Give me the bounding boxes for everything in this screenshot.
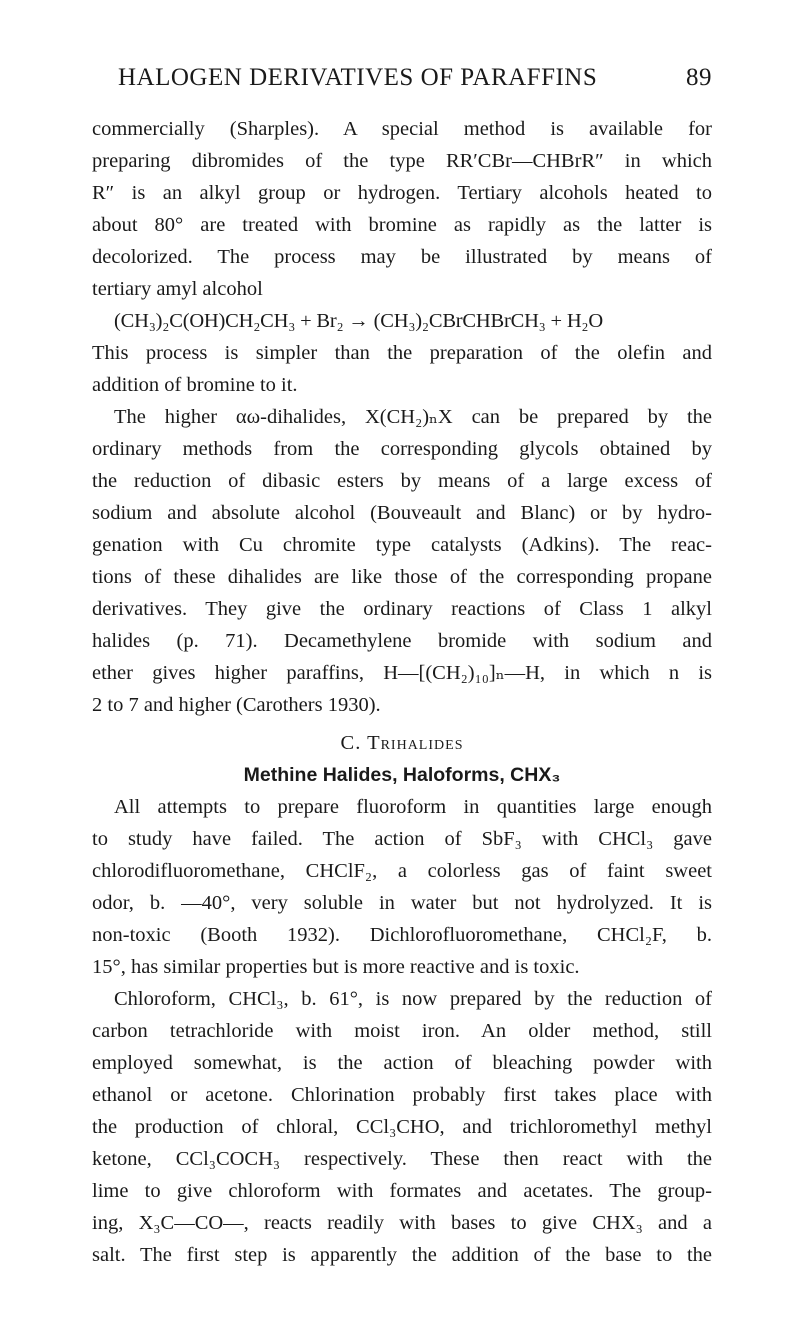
text-line: ethanol or acetone. Chlorination probably first takes place with	[92, 1084, 712, 1106]
text-line: This process is simpler than the preparation of the olefin and	[92, 342, 712, 364]
page-number: 89	[686, 64, 712, 91]
text-line: tertiary amyl alcohol	[92, 278, 263, 300]
text-line: Chloroform, CHCl₃, b. 61°, is now prepared by the reduction of	[114, 988, 712, 1010]
text-line: ing, X₃C—CO—, reacts readily with bases to give CHX₃ and a	[92, 1212, 712, 1234]
text-line: The higher αω-dihalides, X(CH₂)ₙX can be prepared by the	[114, 406, 712, 428]
text-line: tions of these dihalides are like those of the corresponding propane	[92, 566, 712, 588]
page-body	[92, 113, 712, 1271]
text-line: to study have failed. The action of SbF₃ with CHCl₃ gave	[92, 828, 712, 850]
text-line: halides (p. 71). Decamethylene bromide with sodium and	[92, 630, 712, 652]
text-line: ketone, CCl₃COCH₃ respectively. These then react with the	[92, 1148, 712, 1170]
text-line: the production of chloral, CCl₃CHO, and trichloromethyl methyl	[92, 1116, 712, 1138]
text-line: preparing dibromides of the type RR′CBr—CHBrR″ in which	[92, 150, 712, 172]
text-line: about 80° are treated with bromine as rapidly as the latter is	[92, 214, 712, 236]
text-line: commercially (Sharples). A special method is available for	[92, 118, 712, 140]
text-line: 15°, has similar properties but is more reactive and is toxic.	[92, 956, 580, 978]
text-line: addition of bromine to it.	[92, 374, 298, 396]
text-line: R″ is an alkyl group or hydrogen. Tertiary alcohols heated to	[92, 182, 712, 204]
text-line: derivatives. They give the ordinary reactions of Class 1 alkyl	[92, 598, 712, 620]
header-title: HALOGEN DERIVATIVES OF PARAFFINS	[118, 64, 598, 91]
text-line: lime to give chloroform with formates and acetates. The group-	[92, 1180, 712, 1202]
text-line: ether gives higher paraffins, H—[(CH₂)₁₀]ₙ—H, in which n is	[92, 662, 712, 684]
text-line: the reduction of dibasic esters by means of a large excess of	[92, 470, 712, 492]
text-line: odor, b. —40°, very soluble in water but not hydrolyzed. It is	[92, 892, 712, 914]
chemical-equation: (CH₃)₂C(OH)CH₂CH₃ + Br₂ → (CH₃)₂CBrCHBrCH₃ + H₂O	[114, 310, 603, 332]
section-heading: C. Trihalides	[340, 732, 464, 754]
text-line: genation with Cu chromite type catalysts (Adkins). The reac-	[92, 534, 712, 556]
text-line: non-toxic (Booth 1932). Dichlorofluoromethane, CHCl₂F, b.	[92, 924, 712, 946]
text-line: sodium and absolute alcohol (Bouveault and Blanc) or by hydro-	[92, 502, 712, 524]
text-line: decolorized. The process may be illustrated by means of	[92, 246, 712, 268]
text-line: All attempts to prepare fluoroform in quantities large enough	[114, 796, 712, 818]
subsection-heading: Methine Halides, Haloforms, CHX₃	[243, 764, 561, 786]
text-line: 2 to 7 and higher (Carothers 1930).	[92, 694, 381, 716]
text-line: salt. The first step is apparently the addition of the base to the	[92, 1244, 712, 1266]
text-line: chlorodifluoromethane, CHClF₂, a colorless gas of faint sweet	[92, 860, 712, 882]
text-line: ordinary methods from the corresponding glycols obtained by	[92, 438, 712, 460]
text-line: employed somewhat, is the action of bleaching powder with	[92, 1052, 712, 1074]
text-line: carbon tetrachloride with moist iron. An older method, still	[92, 1020, 712, 1042]
